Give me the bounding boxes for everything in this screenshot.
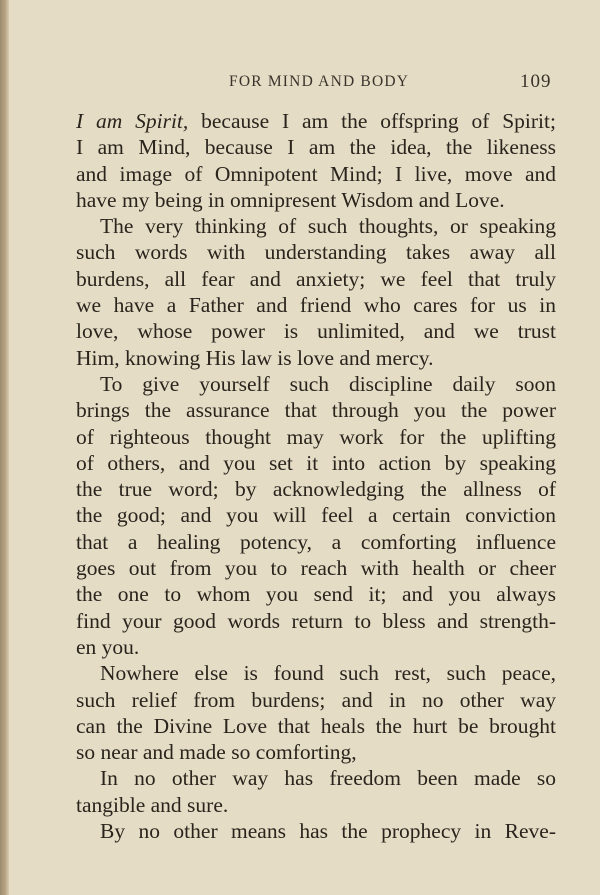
line-text: tangible and sure. xyxy=(76,792,229,817)
text-line xyxy=(76,266,556,292)
line-text: love, whose power is unlimited, and we trust xyxy=(76,319,556,344)
line-text: burdens, all fear and anxiety; we feel that truly xyxy=(76,266,556,291)
text-line xyxy=(76,687,556,713)
line-text: have my being in omnipresent Wisdom and Love. xyxy=(76,187,505,212)
line-text: and image of Omnipotent Mind; I live, move and xyxy=(76,161,556,186)
text-line xyxy=(76,134,556,160)
line-text: Him, knowing His law is love and mercy. xyxy=(76,345,434,370)
text-line xyxy=(76,739,556,765)
text-line xyxy=(76,634,556,660)
line-text: because I am the offspring of Spirit; xyxy=(188,109,556,133)
text-line xyxy=(76,660,556,686)
text-line xyxy=(76,213,556,239)
text-line xyxy=(76,161,556,187)
line-text: the one to whom you send it; and you always xyxy=(76,582,556,607)
text-line xyxy=(76,581,556,607)
line-text: en you. xyxy=(76,634,140,659)
running-head: FOR MIND AND BODY xyxy=(229,73,410,90)
line-text: find your good words return to bless and strength- xyxy=(76,608,556,633)
italic-phrase: I am Spirit, xyxy=(76,109,189,133)
text-line xyxy=(76,476,556,502)
line-text: such relief from burdens; and in no other way xyxy=(76,687,556,712)
text-line xyxy=(76,502,556,528)
line-text: By no other means has the prophecy in Reve- xyxy=(100,819,556,844)
text-line xyxy=(76,318,556,344)
text-line xyxy=(76,345,556,371)
line-text: can the Divine Love that heals the hurt be brought xyxy=(76,713,556,738)
text-line xyxy=(76,555,556,581)
line-text: the good; and you will feel a certain conviction xyxy=(76,503,556,528)
page-number: 109 xyxy=(520,71,552,92)
text-line xyxy=(76,108,556,134)
line-text: we have a Father and friend who cares for us in xyxy=(76,293,556,318)
text-line xyxy=(76,292,556,318)
text-line xyxy=(76,713,556,739)
line-text: In no other way has freedom been made so xyxy=(100,766,556,791)
body-text xyxy=(76,108,556,844)
line-text: of others, and you set it into action by speaking xyxy=(76,450,556,475)
text-line xyxy=(76,397,556,423)
text-line xyxy=(76,792,556,818)
line-text: the true word; by acknowledging the allness of xyxy=(76,477,556,502)
text-line xyxy=(76,765,556,791)
line-text: such words with understanding takes away all xyxy=(76,240,556,265)
text-line xyxy=(76,818,556,844)
line-text: that a healing potency, a comforting influence xyxy=(76,529,556,554)
text-line xyxy=(76,239,556,265)
text-line xyxy=(76,424,556,450)
line-text: so near and made so comforting, xyxy=(76,740,357,765)
text-line xyxy=(76,529,556,555)
text-line xyxy=(76,187,556,213)
text-line xyxy=(76,371,556,397)
text-line xyxy=(76,450,556,476)
book-spine-edge xyxy=(0,0,9,895)
line-text: of righteous thought may work for the uplifting xyxy=(76,424,556,449)
line-text: goes out from you to reach with health or cheer xyxy=(76,556,556,581)
line-text: Nowhere else is found such rest, such peace, xyxy=(100,661,556,686)
line-text: To give yourself such discipline daily soon xyxy=(100,371,556,396)
line-text: brings the assurance that through you the power xyxy=(76,398,556,423)
line-text: The very thinking of such thoughts, or speaking xyxy=(100,214,556,239)
line-text: I am Mind, because I am the idea, the likeness xyxy=(76,135,556,160)
text-line xyxy=(76,608,556,634)
